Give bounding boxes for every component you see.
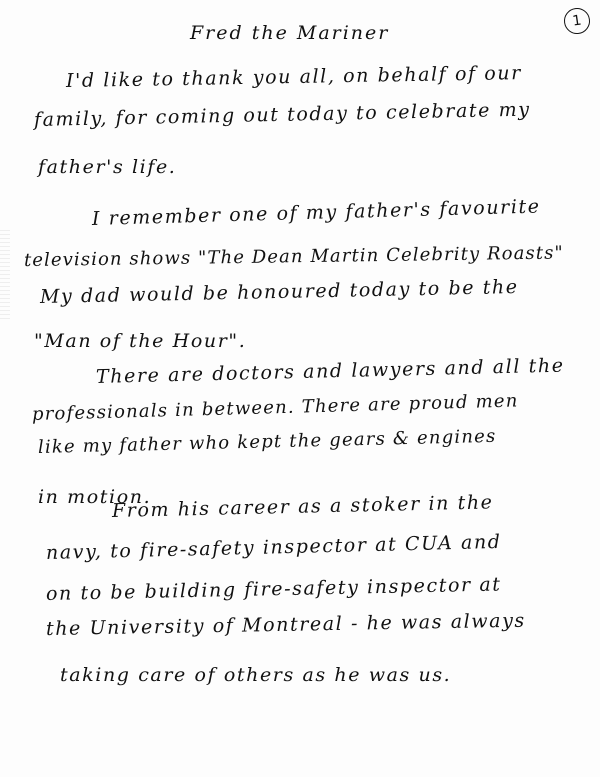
text-line: My dad would be honoured today to be the — [39, 275, 519, 308]
text-line: navy, to fire-safety inspector at CUA and — [45, 530, 502, 564]
text-line: There are doctors and lawyers and all the — [95, 354, 565, 388]
text-line: I'd like to thank you all, on behalf of our — [65, 62, 523, 92]
text-line: From his career as a stoker in the — [111, 491, 494, 522]
text-line: the University of Montreal - he was always — [45, 609, 526, 640]
text-line: professionals in between. There are proud men — [31, 390, 519, 425]
page-title: Fred the Mariner — [190, 22, 390, 44]
text-line: father's life. — [38, 156, 177, 178]
text-line: I remember one of my father's favourite — [91, 195, 541, 230]
scan-artifact — [0, 230, 10, 320]
text-line: like my father who kept the gears & engines — [37, 425, 497, 458]
text-line: family, for coming out today to celebrate my — [33, 98, 531, 131]
text-line: television shows "The Dean Martin Celebrity Roasts" — [23, 242, 565, 271]
text-line: in motion. — [38, 486, 152, 508]
text-line: on to be building fire-safety inspector at — [45, 573, 502, 605]
page-number-badge: 1 — [562, 6, 591, 35]
text-line: taking care of others as he was us. — [60, 664, 452, 686]
text-line: "Man of the Hour". — [34, 330, 247, 352]
